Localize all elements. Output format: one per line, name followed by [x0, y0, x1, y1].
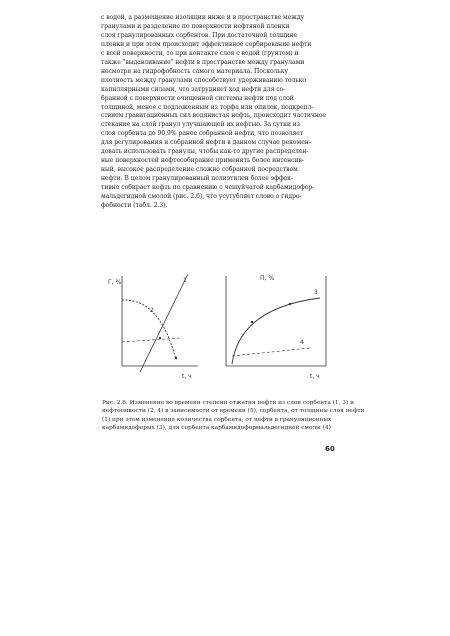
- text-line: пленки и при этом происходит эффективное сорбирование нефти: [101, 40, 312, 48]
- left-panel-label: Г, %: [108, 279, 122, 286]
- body-text: [101, 14, 335, 211]
- data-point: [175, 357, 177, 359]
- figure-graphic: [100, 268, 342, 384]
- caption-line: (1) при этом изменение количества сорбента, от нефти в грануляционных: [102, 416, 332, 423]
- right-x-axis-label: t, ч: [310, 373, 320, 380]
- text-line: гранулами и разделение по поверхности нефтяной пленки: [101, 22, 290, 30]
- right-dashed-line: [232, 348, 310, 356]
- caption-line: Рис. 2.6. Изменение во времени степени отжатия нефти из слоя сорбента (1, 3) и: [102, 400, 354, 406]
- text-line: с водой, а размещение изоляции ниже и в пространстве между: [101, 14, 305, 21]
- text-line: несмотря на гидрофобность самого материала. Поскольку: [101, 67, 289, 75]
- left-x-axis-label: t, ч: [182, 373, 192, 380]
- text-line: ствием гравитационных сил водянистая нефть, происходит частичное: [101, 112, 327, 120]
- figure-2-6: [100, 268, 342, 384]
- left-dashed-line: [122, 338, 180, 342]
- text-line: капиллярными силами, что затрудняет ход нефти для со-: [101, 85, 286, 93]
- left-curve-label: 2: [150, 307, 154, 314]
- text-line: стекание на слой гранул улучшающей их нефтью. За сутки из: [101, 121, 301, 129]
- right-curve: [232, 298, 320, 364]
- text-line: слоя сорбента до 90,9% ранее собранной нефти, что позволяет: [101, 130, 304, 138]
- left-series-label: 1: [183, 277, 187, 284]
- text-line: толщиной, менее с подложенным из торфа или опилок, подкрепл-: [101, 103, 314, 111]
- figure-caption: [102, 399, 365, 433]
- text-line: слоя гранулированных сорбентов. При достаточной толщине: [101, 31, 298, 39]
- right-panel-label: П, %: [260, 275, 275, 282]
- text-line: нефти. В целом гранулированный полиэтилен более эффек-: [101, 175, 293, 183]
- text-line: мальдегидной смолой (рис. 2.6), что усугубляет слово о гидро-: [101, 193, 302, 201]
- text-line: также "выдавливание" нефти в пространстве между гранулами: [101, 58, 305, 66]
- page-number: 60: [325, 445, 335, 453]
- text-line: для регулирования и собранной нефти в данном случае рекомен-: [101, 139, 311, 147]
- data-point: [159, 337, 161, 339]
- data-point: [251, 321, 253, 323]
- text-line: ный, высокое распределение сложно собранной посредством: [101, 166, 298, 174]
- text-line: бранной с поверхности очищенной системы нефти под слой: [101, 94, 294, 102]
- data-point: [289, 303, 291, 305]
- left-line-series: [140, 274, 188, 372]
- right-panel: [226, 275, 326, 380]
- text-line: фобности (табл. 2.3).: [101, 202, 168, 210]
- right-curve-label: 4: [300, 339, 304, 346]
- left-panel: [108, 274, 198, 380]
- text-line: ные поверхностей нефтесобирание применить более интенсив-: [101, 157, 304, 165]
- caption-line: карбамидофорых (3), для сорбента карбамидоформальдегидной смолы (4): [102, 425, 331, 432]
- caption-line: нефтеемкости (2, 4) в зависимости от времени (5), сорбента, от толщины слоя нефти: [102, 408, 365, 415]
- left-curve: [122, 300, 176, 360]
- text-line: плотность между гранулами способствует удерживанию только: [101, 76, 306, 84]
- text-line: довать использовать гранулы, чтобы как-то другие распределен-: [101, 148, 309, 156]
- text-line: с всей поверхности, то при контакте слоя с водой (грунтом) и: [101, 49, 299, 57]
- right-series-label: 3: [314, 289, 318, 296]
- text-line: тивно собирает нефть по сравнению с чешуйчатой карбамидофор-: [101, 184, 315, 192]
